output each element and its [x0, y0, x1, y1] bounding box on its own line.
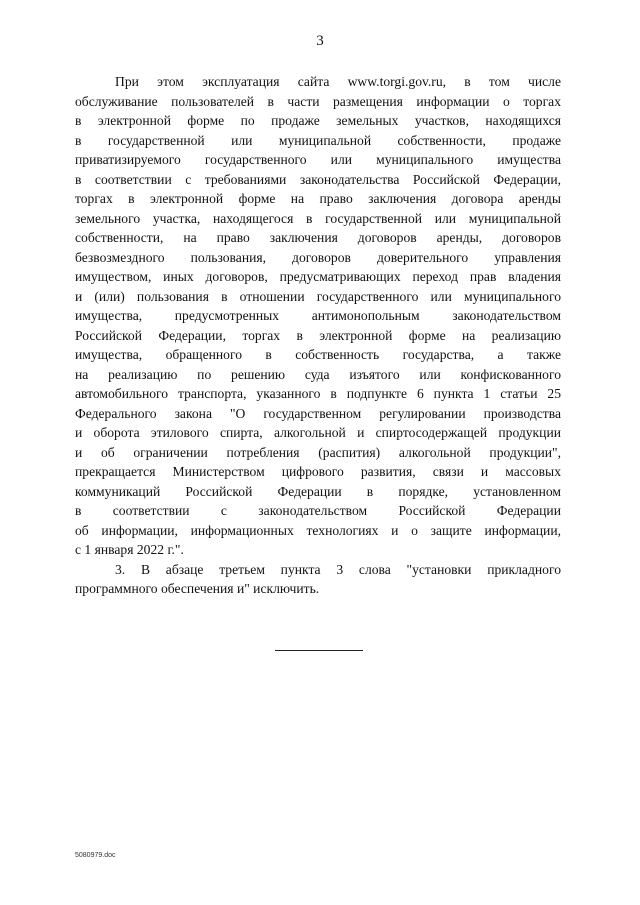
text-line: земельного участка, находящегося в государственной или муниципальной	[75, 210, 561, 226]
text-line: обслуживание пользователей в части размещения информации о торгах	[75, 93, 561, 109]
paragraph-exploitation	[75, 72, 561, 560]
paragraph-item-3	[75, 560, 561, 599]
text-line: собственности, на право заключения договоров аренды, договоров	[75, 230, 561, 245]
text-line: и оборота этилового спирта, алкогольной и спиртосодержащей продукции	[75, 425, 561, 440]
text-line: и (или) пользования в отношении государственного или муниципального	[75, 288, 561, 304]
text-line: на реализацию по решению суда изъятого или конфискованного	[75, 366, 561, 382]
text-line: приватизируемого государственного или муниципального имущества	[75, 152, 561, 167]
text-line: и об ограничении потребления (распития) алкогольной продукции",	[75, 444, 561, 460]
text-line: торгах в электронной форме на право заключения договора аренды	[75, 191, 561, 206]
page-number: 3	[316, 33, 324, 49]
text-line: в электронной форме по продаже земельных участков, находящихся	[75, 113, 561, 128]
text-line: в государственной или муниципальной собственности, продаже	[75, 132, 561, 148]
text-line: об информации, информационных технологиях и о защите информации,	[75, 522, 561, 538]
text-line: коммуникаций Российской Федерации в порядке, установленном	[75, 483, 561, 499]
text-line: имуществом, иных договоров, предусматривающих переход прав владения	[75, 269, 561, 284]
text-line: имущества, обращенного в собственность государства, а также	[75, 347, 561, 362]
text-line: в соответствии с требованиями законодательства Российской Федерации,	[75, 171, 561, 187]
text-line: 3. В абзаце третьем пункта 3 слова "установки прикладного	[115, 561, 561, 577]
text-line: При этом эксплуатация сайта www.torgi.gov.ru, в том числе	[115, 74, 561, 89]
text-line: прекращается Министерством цифрового развития, связи и массовых	[75, 464, 561, 479]
document-id: 5080979.doc	[75, 852, 116, 859]
text-line: в соответствии с законодательством Российской Федерации	[75, 503, 561, 518]
end-separator-line	[275, 650, 363, 651]
text-line: автомобильного транспорта, указанного в подпункте 6 пункта 1 статьи 25	[75, 386, 561, 401]
text-line: имущества, предусмотренных антимонопольным законодательством	[75, 308, 561, 323]
text-line: Российской Федерации, торгах в электронной форме на реализацию	[75, 327, 561, 343]
document-body	[75, 72, 561, 599]
text-line: программного обеспечения и" исключить.	[75, 581, 320, 596]
text-line: Федерального закона "О государственном регулировании производства	[75, 405, 561, 421]
text-line: безвозмездного пользования, договоров доверительного управления	[75, 249, 561, 265]
text-line: с 1 января 2022 г.".	[75, 542, 184, 557]
